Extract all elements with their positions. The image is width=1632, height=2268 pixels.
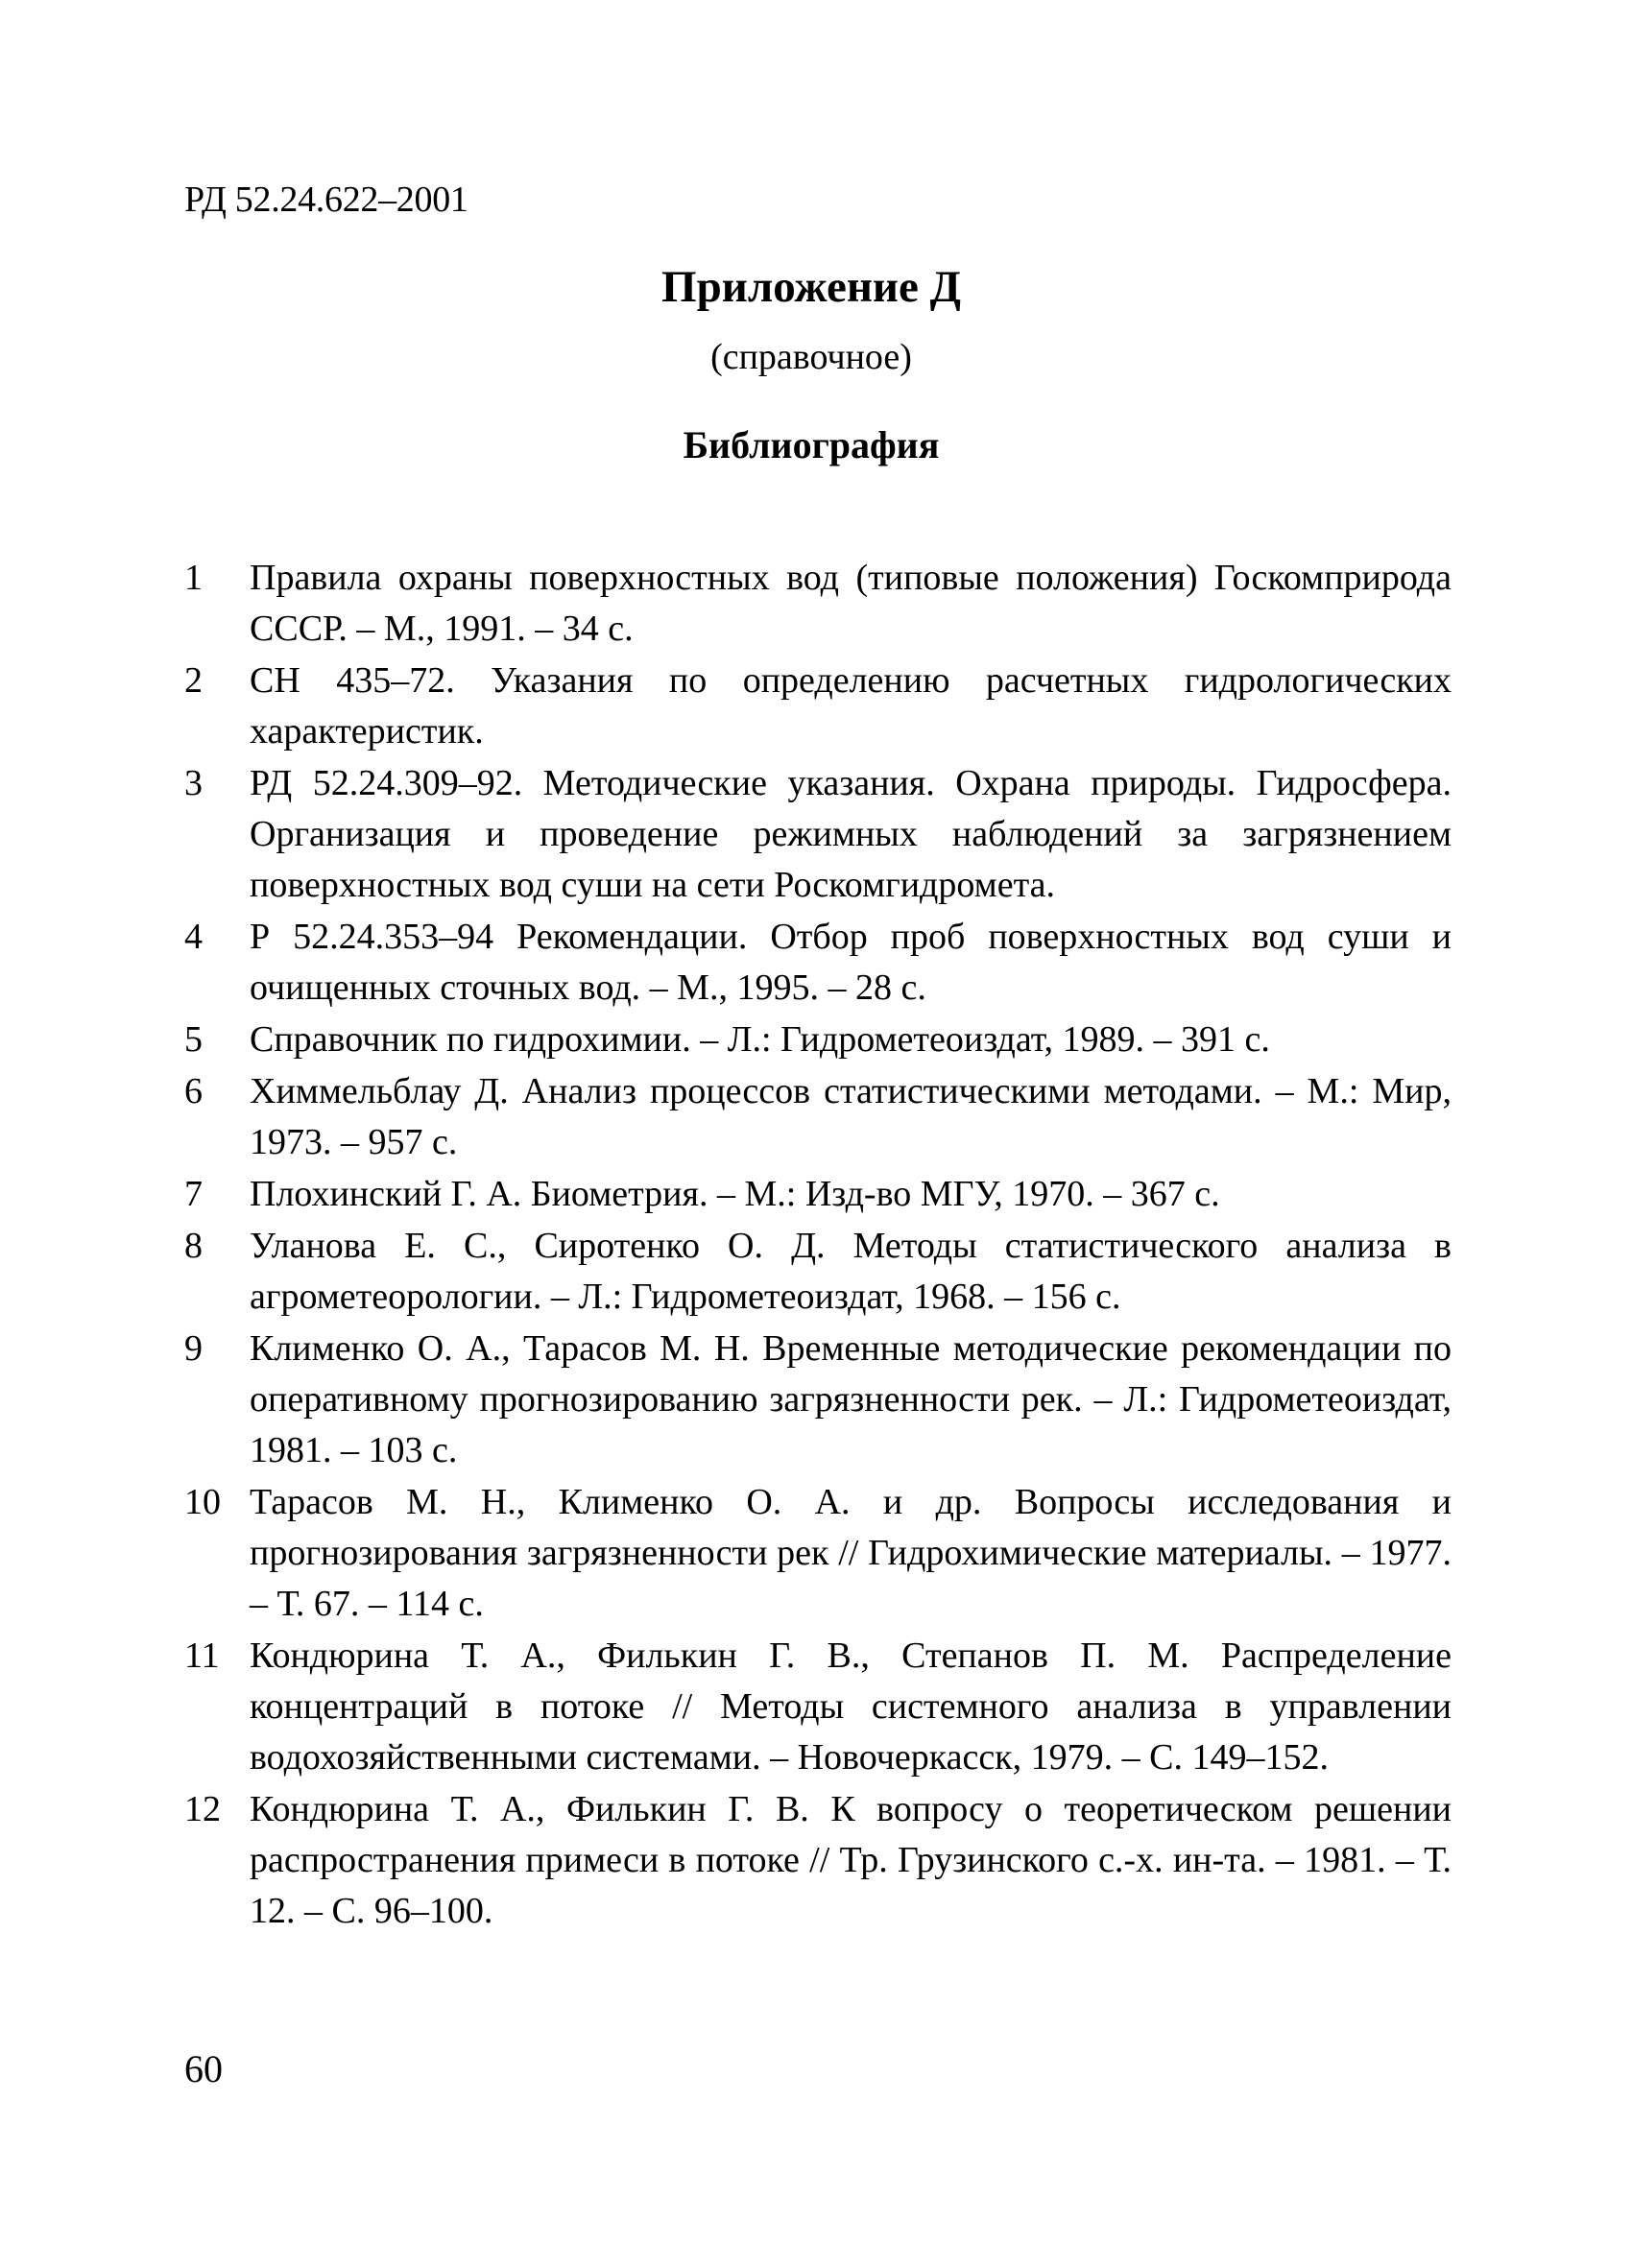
bibliography-entry-text: Кондюрина Т. А., Филькин Г. В. К вопросу о теоретическом решении распространения примеси в потоке // Тр. Грузинского с.-х. ин-та. – 1981. – Т. 12. – С. 96–100. <box>250 1789 1452 1931</box>
bibliography-entry-text: СН 435–72. Указания по определению расчетных гидрологических характеристик. <box>250 660 1452 752</box>
bibliography-entry <box>184 1221 1452 1323</box>
bibliography-entry-text: Уланова Е. С., Сиротенко О. Д. Методы статистического анализа в агрометеорологии. – Л.: Гидрометеоиздат, 1968. – 156 с. <box>250 1226 1452 1317</box>
bibliography-entry <box>184 758 1452 911</box>
bibliography-entry-number: 12 <box>184 1789 221 1829</box>
bibliography-entry-text: Плохинский Г. А. Биометрия. – М.: Изд-во МГУ, 1970. – 367 с. <box>250 1174 1220 1214</box>
bibliography-entry-text: Клименко О. А., Тарасов М. Н. Временные методические рекомендации по оперативному прогнозированию загрязненности рек. – Л.: Гидрометеоиздат, 1981. – 103 с. <box>250 1328 1452 1470</box>
bibliography-entry <box>184 1015 1452 1065</box>
bibliography-entry-number: 11 <box>184 1635 220 1676</box>
bibliography-entry-text: РД 52.24.309–92. Методические указания. Охрана природы. Гидросфера. Организация и проведение режимных наблюдений за загрязнением поверхностных вод суши на сети Роскомгидромета. <box>250 763 1452 905</box>
bibliography-entry-number: 9 <box>184 1328 203 1369</box>
bibliography-entry <box>184 1169 1452 1220</box>
bibliography-entry-number: 1 <box>184 558 203 598</box>
bibliography-entry-text: Справочник по гидрохимии. – Л.: Гидрометеоиздат, 1989. – 391 с. <box>250 1019 1270 1060</box>
bibliography-entry <box>184 656 1452 757</box>
page-number: 60 <box>184 2047 223 2090</box>
bibliography-entry-number: 3 <box>184 763 203 803</box>
bibliography-entry-number: 7 <box>184 1174 203 1214</box>
bibliography-entry-text: Кондюрина Т. А., Филькин Г. В., Степанов П. М. Распределение концентраций в потоке // Методы системного анализа в управлении водохозяйственными системами. – Новочеркасск, 1979. – С. 149–152. <box>250 1635 1452 1778</box>
bibliography-entry-number: 10 <box>184 1482 221 1522</box>
bibliography-entry <box>184 1324 1452 1476</box>
appendix-title: Приложение Д <box>661 262 961 312</box>
bibliography-title: Библиография <box>683 423 940 466</box>
bibliography-entry-text: Р 52.24.353–94 Рекомендации. Отбор проб поверхностных вод суши и очищенных сточных вод. – М., 1995. – 28 с. <box>250 917 1452 1008</box>
bibliography-entry <box>184 553 1452 655</box>
bibliography-entry-number: 8 <box>184 1226 203 1266</box>
bibliography-entry <box>184 1784 1452 1937</box>
bibliography-entry <box>184 1477 1452 1630</box>
bibliography-entry-number: 5 <box>184 1019 203 1060</box>
bibliography-list <box>184 553 1452 1938</box>
bibliography-entry-number: 6 <box>184 1071 203 1111</box>
bibliography-entry <box>184 1631 1452 1783</box>
bibliography-entry-text: Химмельблау Д. Анализ процессов статистическими методами. – М.: Мир, 1973. – 957 с. <box>250 1071 1452 1162</box>
bibliography-entry <box>184 1066 1452 1168</box>
appendix-note: (справочное) <box>710 337 912 377</box>
document-code: РД 52.24.622–2001 <box>184 179 468 220</box>
bibliography-entry <box>184 912 1452 1014</box>
bibliography-entry-number: 2 <box>184 660 203 701</box>
bibliography-entry-number: 4 <box>184 917 203 957</box>
bibliography-entry-text: Тарасов М. Н., Клименко О. А. и др. Вопросы исследования и прогнозирования загрязненности рек // Гидрохимические материалы. – 1977. – Т. 67. – 114 с. <box>250 1482 1452 1624</box>
bibliography-entry-text: Правила охраны поверхностных вод (типовые положения) Госкомприрода СССР. – М., 1991. – 34 с. <box>250 558 1452 649</box>
